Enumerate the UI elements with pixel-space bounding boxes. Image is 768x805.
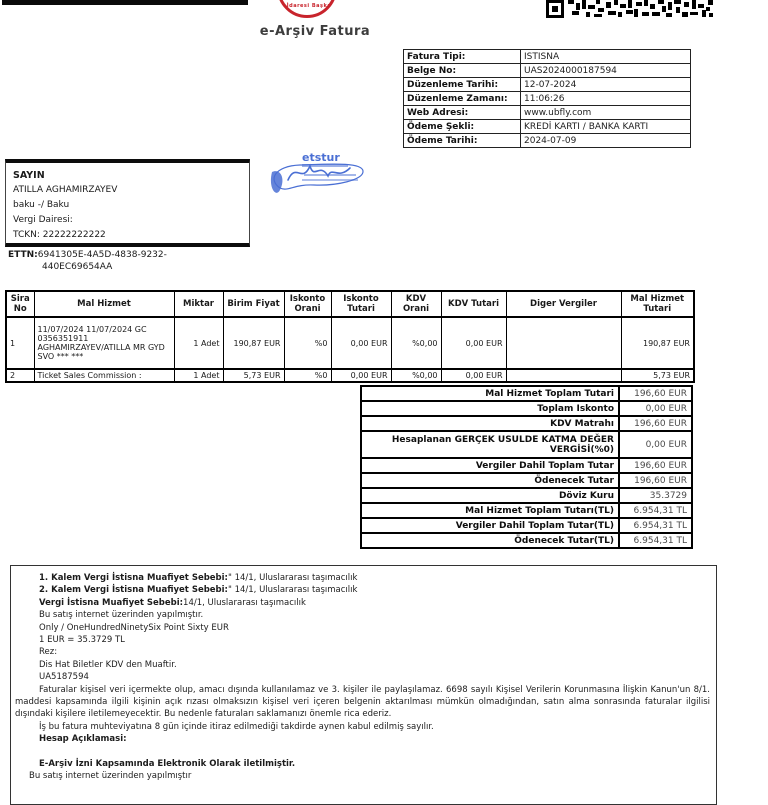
table-row: [361, 458, 692, 473]
ettn-line: [8, 249, 167, 273]
item-other-taxes: [506, 369, 621, 382]
item-other-taxes: [506, 317, 621, 369]
customer-address: baku -/ Baku: [13, 200, 70, 210]
col-header: KDV Orani: [391, 291, 441, 317]
customer-tckn: TCKN: 22222222222: [13, 230, 106, 240]
total-value: 196,60 EUR: [619, 416, 692, 431]
note-line: Bu satış internet üzerinden yapılmıştır.: [39, 610, 204, 621]
info-value: ISTISNA: [521, 50, 691, 64]
total-value: 6.954,31 TL: [619, 533, 692, 548]
total-value: 35.3729: [619, 488, 692, 503]
page-title: e-Arşiv Fatura: [259, 24, 371, 39]
stamp-brand-text: etstur: [302, 151, 340, 164]
item-vat-rate: %0,00: [391, 369, 441, 382]
info-label: Düzenleme Tarihi:: [404, 78, 521, 92]
item-unit-price: 5,73 EUR: [223, 369, 284, 382]
info-value: www.ubfly.com: [521, 106, 691, 120]
note-line: 1 EUR = 35.3729 TL: [39, 635, 125, 646]
items-table: [5, 290, 695, 383]
col-header: Diger Vergiler: [506, 291, 621, 317]
table-row: [361, 533, 692, 548]
col-header: Sira No: [6, 291, 34, 317]
etstur-stamp-signature: [266, 150, 370, 212]
note-line: UA5187594: [39, 672, 89, 683]
note-line: Only / OneHundredNinetySix Point Sixty EUR: [39, 622, 229, 633]
table-row: [361, 488, 692, 503]
info-label: Ödeme Şekli:: [404, 120, 521, 134]
account-heading: Hesap Açıklamasi:: [39, 734, 127, 745]
ettn-value-line2: 440EC69654AA: [42, 262, 113, 272]
note-line: Rez:: [39, 647, 58, 658]
barcode-icon: [2, 0, 248, 5]
info-value: 12-07-2024: [521, 78, 691, 92]
notes-box: [10, 565, 717, 805]
item-discount-amount: 0,00 EUR: [331, 317, 391, 369]
table-row: [404, 50, 691, 64]
total-value: 196,60 EUR: [619, 386, 692, 401]
item-vat-amount: 0,00 EUR: [441, 317, 506, 369]
exemption-line: 2. Kalem Vergi İstisna Muafiyet Sebebi:" 14/1, Uluslararası taşımacılık: [39, 585, 358, 596]
table-row: [404, 64, 691, 78]
total-label: Toplam Iskonto: [361, 401, 619, 416]
col-header: Mal Hizmet: [34, 291, 174, 317]
objection-line: İş bu fatura muhteviyatına 8 gün içinde itiraz edilmediği takdirde aynen kabul edilmiş sayılır.: [39, 721, 434, 732]
total-label: KDV Matrahı: [361, 416, 619, 431]
item-line-total: 190,87 EUR: [621, 317, 694, 369]
total-label: Ödenecek Tutar: [361, 473, 619, 488]
exemption-line: 1. Kalem Vergi İstisna Muafiyet Sebebi:" 14/1, Uluslararası taşımacılık: [39, 573, 358, 583]
total-value: 196,60 EUR: [619, 458, 692, 473]
total-label: Döviz Kuru: [361, 488, 619, 503]
total-label: Ödenecek Tutar(TL): [361, 533, 619, 548]
col-header: Iskonto Orani: [284, 291, 331, 317]
table-row: [404, 106, 691, 120]
table-row: [361, 431, 692, 458]
table-row: [361, 518, 692, 533]
total-label: Mal Hizmet Toplam Tutari: [361, 386, 619, 401]
col-header: KDV Tutari: [441, 291, 506, 317]
table-row: [404, 120, 691, 134]
total-value: 6.954,31 TL: [619, 503, 692, 518]
total-value: 0,00 EUR: [619, 401, 692, 416]
exemption-line: Vergi İstisna Muafiyet Sebebi:14/1, Uluslararası taşımacılık: [39, 597, 306, 608]
total-label: Hesaplanan GERÇEK USULDE KATMA DEĞER VERGİSİ(%0): [361, 431, 619, 458]
note-last-line: Bu satış internet üzerinden yapılmıştır: [29, 771, 192, 782]
table-row: [361, 386, 692, 401]
info-label: Düzenleme Zamanı:: [404, 92, 521, 106]
qr-code-icon: [546, 0, 713, 18]
item-line-total: 5,73 EUR: [621, 369, 694, 382]
table-row: [404, 134, 691, 148]
items-header-row: [6, 291, 694, 317]
table-row: [361, 401, 692, 416]
table-row: [361, 473, 692, 488]
col-header: Miktar: [174, 291, 223, 317]
totals-table: [360, 385, 693, 549]
invoice-info-table: [403, 49, 691, 148]
info-label: Web Adresi:: [404, 106, 521, 120]
item-no: 1: [6, 317, 34, 369]
customer-salutation: SAYIN: [13, 170, 45, 181]
info-value: KREDİ KARTI / BANKA KARTI: [521, 120, 691, 134]
info-label: Fatura Tipi:: [404, 50, 521, 64]
item-qty: 1 Adet: [174, 369, 223, 382]
table-row: [361, 416, 692, 431]
table-row: [361, 503, 692, 518]
table-row: [6, 317, 694, 369]
privacy-paragraph: Faturalar kişisel veri içermekte olup, amacı dışında kullanılamaz ve 3. kişiler ile paylaşılamaz. 6698 sayılı Kişisel Verilerin Korunmasına İlişkin Kanun'un 8/1. maddesi kapsamında ilgili kişinin açık rızası olmaksızın kişisel veri içeren belgenin aktarılması mümkün olmadığından, satın alma sonrasında faturalar ilgilisi dışındaki kişilere iletilemeyecektir. Bu nedenle faturaları saklamanızı önemle rica ederiz.: [15, 684, 710, 720]
item-unit-price: 190,87 EUR: [223, 317, 284, 369]
info-value: UAS2024000187594: [521, 64, 691, 78]
info-value: 2024-07-09: [521, 134, 691, 148]
item-vat-rate: %0,00: [391, 317, 441, 369]
customer-box: [5, 159, 250, 247]
total-label: Vergiler Dahil Toplam Tutar: [361, 458, 619, 473]
item-no: 2: [6, 369, 34, 382]
item-desc: Ticket Sales Commission :: [34, 369, 174, 382]
col-header: Iskonto Tutari: [331, 291, 391, 317]
total-value: 0,00 EUR: [619, 431, 692, 458]
col-header: Birim Fiyat: [223, 291, 284, 317]
info-value: 11:06:26: [521, 92, 691, 106]
info-label: Belge No:: [404, 64, 521, 78]
ettn-value-line1: 6941305E-4A5D-4838-9232-: [37, 250, 167, 260]
table-row: [404, 78, 691, 92]
gib-logo-text: İdaresi Başka: [286, 3, 332, 9]
ettn-label: ETTN:: [8, 250, 38, 260]
customer-tax-office: Vergi Dairesi:: [13, 215, 73, 225]
table-row: [6, 369, 694, 382]
note-line: Dis Hat Biletler KDV den Muaftir.: [39, 659, 177, 670]
item-qty: 1 Adet: [174, 317, 223, 369]
total-value: 196,60 EUR: [619, 473, 692, 488]
customer-name: ATILLA AGHAMIRZAYEV: [13, 185, 118, 195]
item-discount-rate: %0: [284, 317, 331, 369]
total-label: Mal Hizmet Toplam Tutarı(TL): [361, 503, 619, 518]
total-value: 6.954,31 TL: [619, 518, 692, 533]
item-discount-rate: %0: [284, 369, 331, 382]
earsiv-line: E-Arşiv İzni Kapsamında Elektronik Olarak iletilmiştir.: [39, 758, 296, 769]
total-label: Vergiler Dahil Toplam Tutar(TL): [361, 518, 619, 533]
item-discount-amount: 0,00 EUR: [331, 369, 391, 382]
info-label: Ödeme Tarihi:: [404, 134, 521, 148]
item-desc: 11/07/2024 11/07/2024 GC 0356351911 AGHAMIRZAYEV/ATILLA MR GYD SVO *** ***: [34, 317, 174, 369]
item-vat-amount: 0,00 EUR: [441, 369, 506, 382]
col-header: Mal Hizmet Tutari: [621, 291, 694, 317]
table-row: [404, 92, 691, 106]
